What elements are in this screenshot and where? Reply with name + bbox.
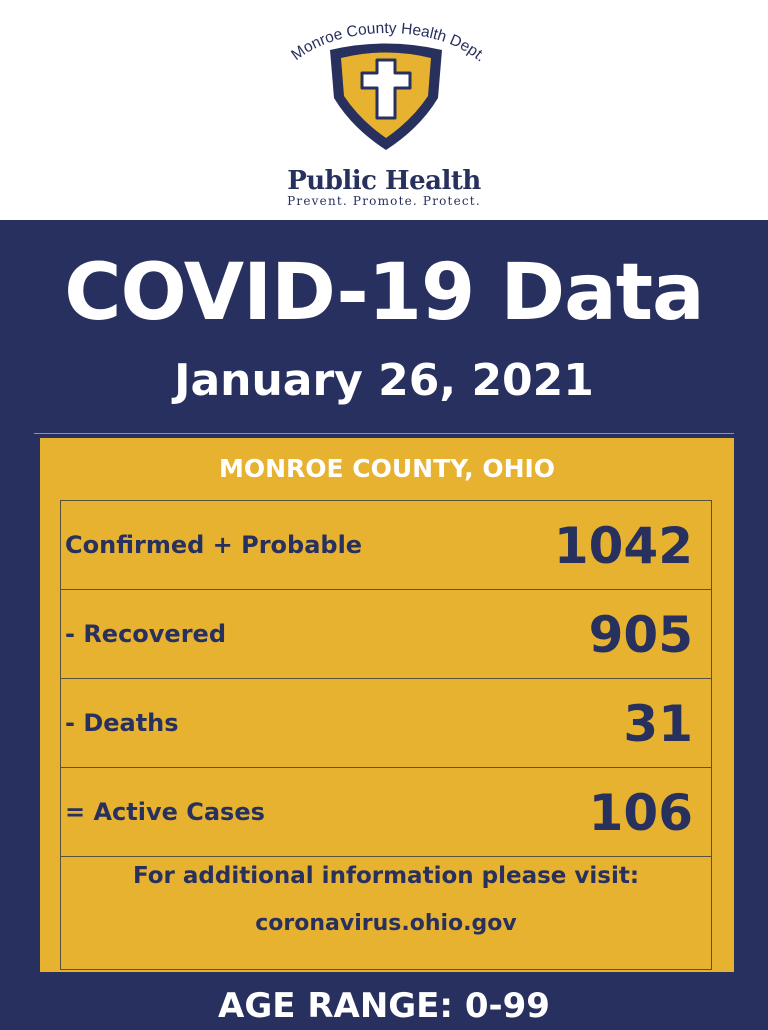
stat-row-confirmed <box>61 501 711 590</box>
info-link[interactable]: coronavirus.ohio.gov <box>255 911 517 936</box>
age-range: AGE RANGE: 0-99 <box>218 986 550 1026</box>
stat-label: Confirmed + Probable <box>65 531 363 559</box>
stat-label: - Recovered <box>65 620 227 648</box>
logo-arc-text: Monroe County Health Dept. <box>288 19 490 66</box>
stat-row-active <box>61 768 711 857</box>
stat-label: = Active Cases <box>65 798 265 826</box>
info-section <box>61 857 711 969</box>
stats-table <box>60 500 712 970</box>
header <box>0 0 768 220</box>
county-heading: MONROE COUNTY, OHIO <box>218 454 556 483</box>
page-title: COVID-19 Data <box>64 248 704 338</box>
health-dept-logo <box>0 0 768 166</box>
stat-row-recovered <box>61 590 711 679</box>
stat-label: - Deaths <box>65 709 179 737</box>
data-panel <box>40 438 734 972</box>
stat-value: 1042 <box>553 517 693 575</box>
public-health-title: Public Health <box>287 166 481 196</box>
stat-row-deaths <box>61 679 711 768</box>
stat-value: 905 <box>588 606 693 664</box>
report-date: January 26, 2021 <box>174 355 594 406</box>
stat-value: 106 <box>588 784 693 842</box>
info-text: For additional information please visit: <box>132 863 640 889</box>
public-health-tagline: Prevent. Promote. Protect. <box>287 194 481 208</box>
divider <box>34 433 734 434</box>
stat-value: 31 <box>623 695 693 753</box>
